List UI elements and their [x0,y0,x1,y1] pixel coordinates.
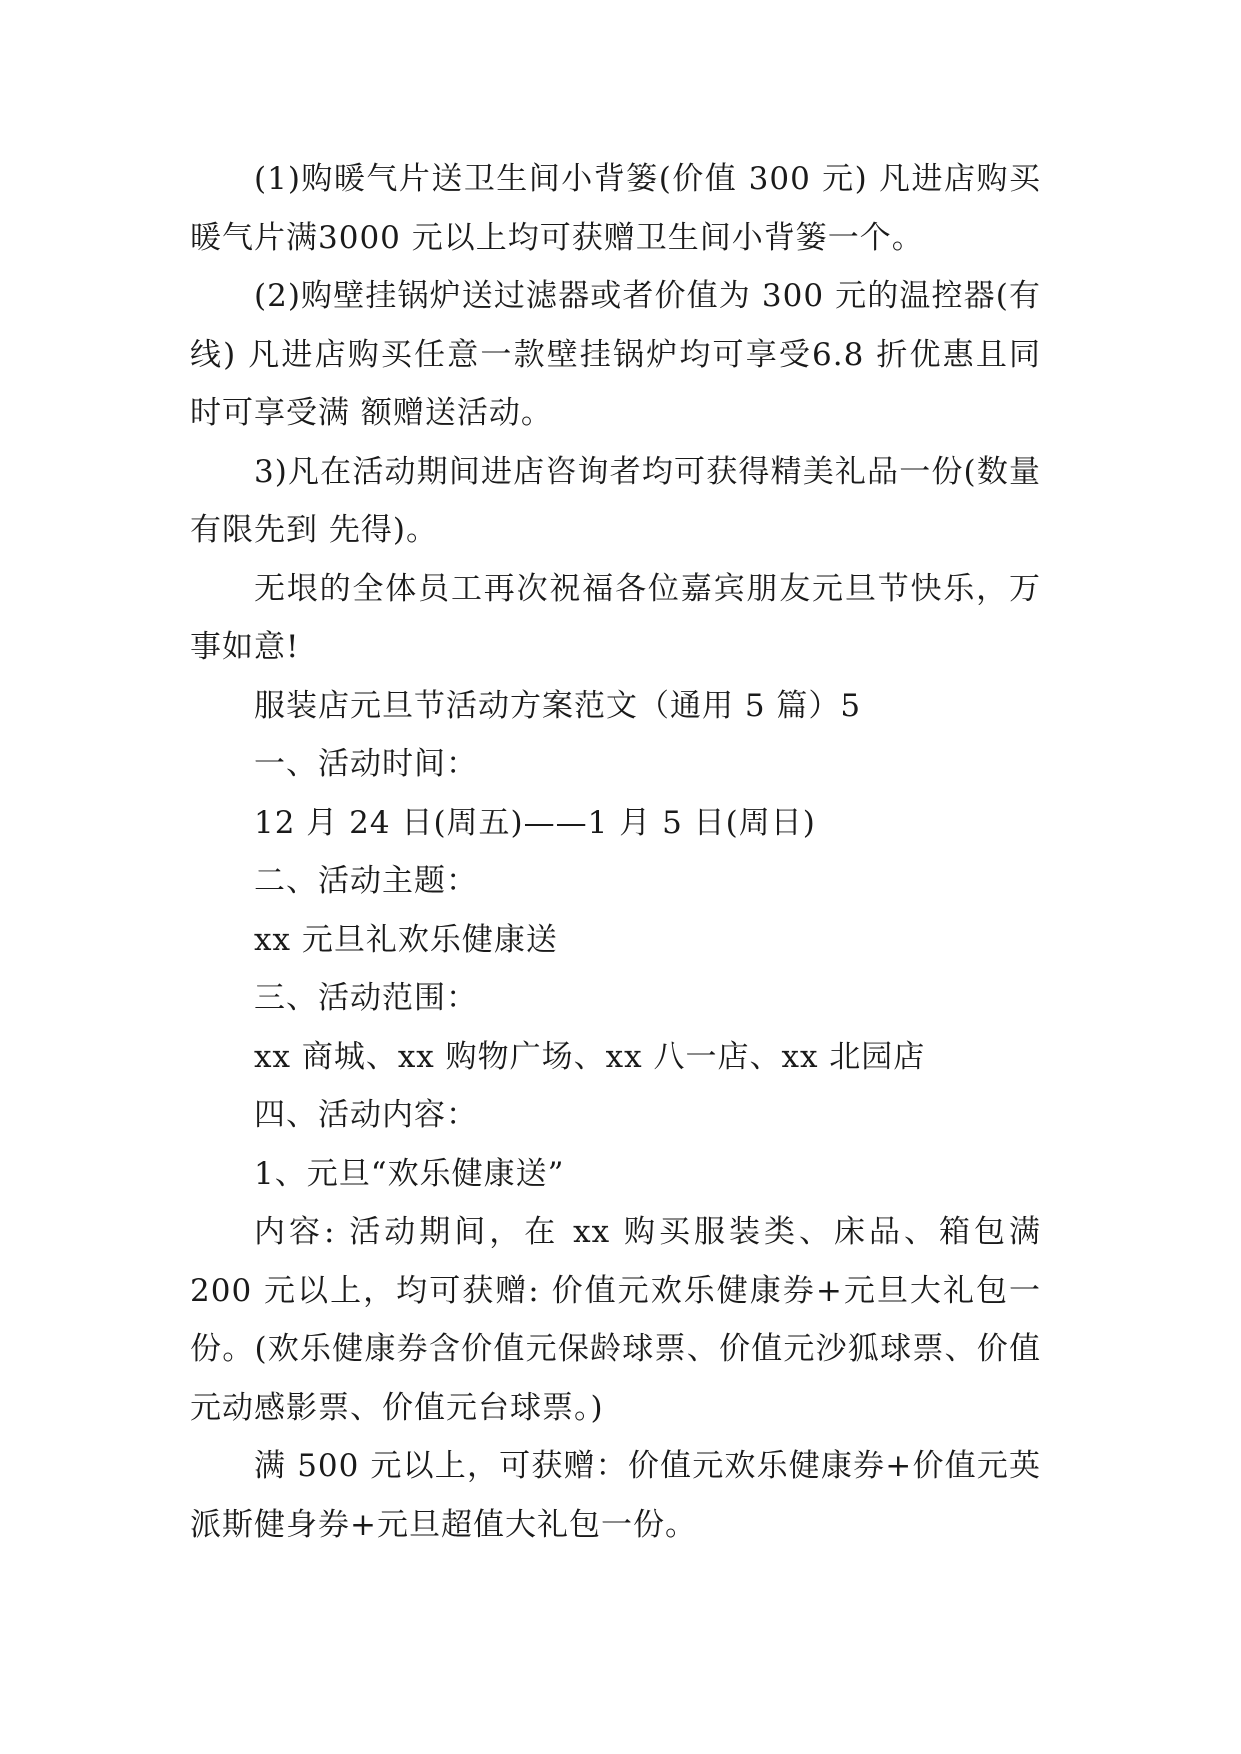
heading-activity-theme: 二、活动主题： [254,863,478,899]
paragraph-greeting: 无垠的全体员工再次祝福各位嘉宾朋友元旦节快乐，万事如意! [190,570,1041,665]
activity-scope-value: xx 商城、xx 购物广场、xx 八一店、xx 北园店 [254,1038,926,1075]
heading-activity-content: 四、活动内容： [254,1097,478,1133]
paragraph-gift-radiator: (1)购暖气片送卫生间小背篓(价值 300 元) 凡进店购买暖气片满3000 元以上均可获赠卫生间小背篓一个。 [190,161,1041,256]
heading-activity-scope: 三、活动范围： [254,980,478,1016]
paragraph-gift-consult: 3)凡在活动期间进店咨询者均可获得精美礼品一份(数量有限先到 先得)。 [190,453,1041,548]
content-item-1-title: 1、元旦“欢乐健康送” [254,1155,565,1192]
content-item-1-tier-500: 满 500 元以上，可获赠：价值元欢乐健康券+价值元英派斯健身券+元旦超值大礼包一份。 [190,1448,1041,1543]
heading-activity-time: 一、活动时间： [254,746,478,782]
section-title: 服装店元旦节活动方案范文（通用 5 篇）5 [254,687,862,724]
content-item-1-details: 内容: 活动期间，在 xx 购买服装类、床品、箱包满 200 元以上，均可获赠: 价值元欢乐健康券+元旦大礼包一份。(欢乐健康券含价值元保龄球票、价值元沙狐球票、价值元动感影票、价值元台球票。) [190,1214,1041,1426]
activity-time-value: 12 月 24 日(周五)——1 月 5 日(周日) [254,804,816,841]
activity-theme-value: xx 元旦礼欢乐健康送 [254,921,558,958]
paragraph-gift-boiler: (2)购壁挂锅炉送过滤器或者价值为 300 元的温控器(有线) 凡进店购买任意一款壁挂锅炉均可享受6.8 折优惠且同时可享受满 额赠送活动。 [190,278,1041,431]
